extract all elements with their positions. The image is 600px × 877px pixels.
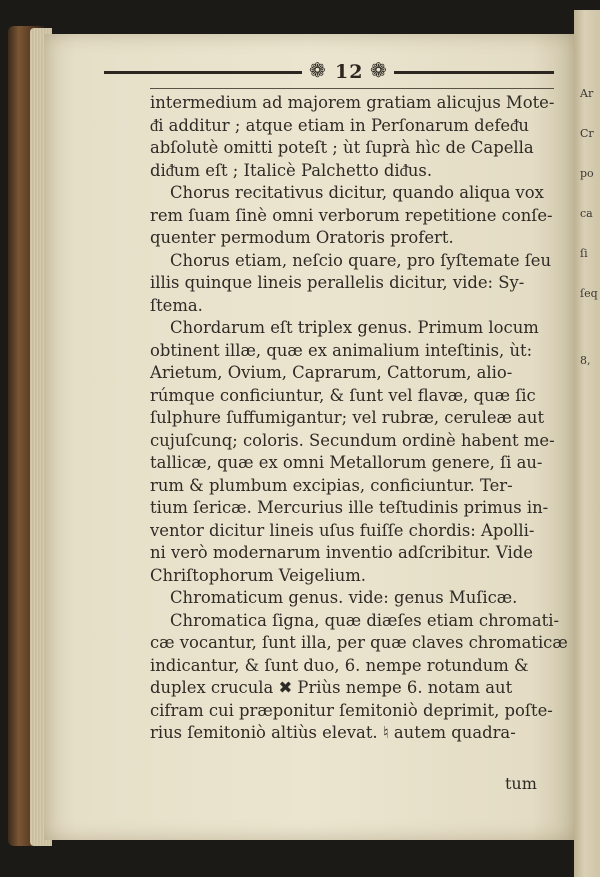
ornament-right-icon: ❁: [370, 58, 387, 82]
text-line: ſtema.: [150, 295, 203, 315]
next-page-fragment: 8,: [580, 354, 591, 367]
header-underline: [150, 88, 554, 89]
text-line: rum & plumbum excipias, conficiuntur. Ter-: [150, 475, 513, 495]
text-line: Chordarum eſt triplex genus. Primum locum: [170, 318, 539, 337]
text-line: cujuſcunq; coloris. Secundum ordinè habent me-: [150, 430, 555, 450]
next-page-fragment: ca: [580, 207, 593, 220]
text-line: cæ vocantur, ſunt illa, per quæ claves chromaticæ: [150, 633, 568, 652]
header-rule-right: [394, 71, 554, 74]
text-line: rúmque conficiuntur, & ſunt vel flavæ, quæ ſic: [150, 385, 536, 405]
text-line: Arietum, Ovium, Caprarum, Cattorum, alio-: [150, 363, 513, 382]
text-line: ventor dicitur lineis uſus fuiſſe chordis: Apolli-: [150, 520, 535, 540]
text-line: Chromatica ſigna, quæ diæſes etiam chromati-: [170, 610, 560, 630]
text-line: abſolutè omitti poteſt ; ùt ſuprà hìc de Capella: [150, 138, 534, 157]
text-line: obtinent illæ, quæ ex animalium inteſtinis, ùt:: [150, 340, 533, 360]
text-line: cifram cui præponitur ſemitoniò deprimit, poſte-: [150, 700, 553, 720]
next-page-fragment: Ar: [580, 87, 594, 100]
text-line: illis quinque lineis perallelis dicitur, vide: Sy-: [150, 273, 525, 292]
text-line: intermedium ad majorem gratiam alicujus Mote-: [150, 93, 555, 112]
ornament-left-icon: ❁: [309, 58, 326, 82]
header-rule-left: [104, 71, 302, 74]
next-page-fragment: ſi: [580, 247, 588, 260]
text-line: diᵭum eſt ; Italicè Palchetto diᵭus.: [150, 160, 433, 180]
text-line: Chorus etiam, neſcio quare, pro ſyſtemate ſeu: [170, 250, 552, 270]
next-page-edge: [574, 10, 600, 877]
next-page-fragment: po: [580, 167, 594, 180]
text-line: Chromaticum genus. vide: genus Muſicæ.: [170, 588, 518, 607]
text-line: Chorus recitativus dicitur, quando aliqua vox: [170, 183, 544, 202]
catchword: tum: [505, 774, 537, 793]
page-number: 12: [335, 61, 364, 83]
text-line: rem ſuam ſinè omni verborum repetitione conſe-: [150, 205, 553, 225]
text-line: ni verò modernarum inventio adſcribitur. Vide: [150, 543, 533, 562]
text-line: tallicæ, quæ ex omni Metallorum genere, ſi au-: [150, 453, 543, 472]
text-line: Chriſtophorum Veigelium.: [150, 565, 367, 585]
text-line: rius ſemitoniò altiùs elevat. ♮ autem quadra-: [150, 723, 516, 742]
page-body-text: [150, 92, 568, 745]
text-line: duplex crucula ✖ Priùs nempe 6. notam aut: [150, 678, 513, 697]
next-page-fragment: Cr: [580, 127, 594, 140]
text-line: ᵭi additur ; atque etiam in Perſonarum defeᵭu: [150, 115, 529, 135]
text-line: ſulphure ſuffumigantur; vel rubræ, ceruleæ aut: [150, 408, 545, 427]
next-page-fragment: ſeq: [580, 287, 598, 300]
text-line: indicantur, & ſunt duo, 6. nempe rotundum &: [150, 655, 529, 675]
page-header: [104, 60, 554, 86]
text-line: tium ſericæ. Mercurius ille teſtudinis primus in-: [150, 498, 549, 517]
text-line: quenter permodum Oratoris profert.: [150, 228, 454, 247]
